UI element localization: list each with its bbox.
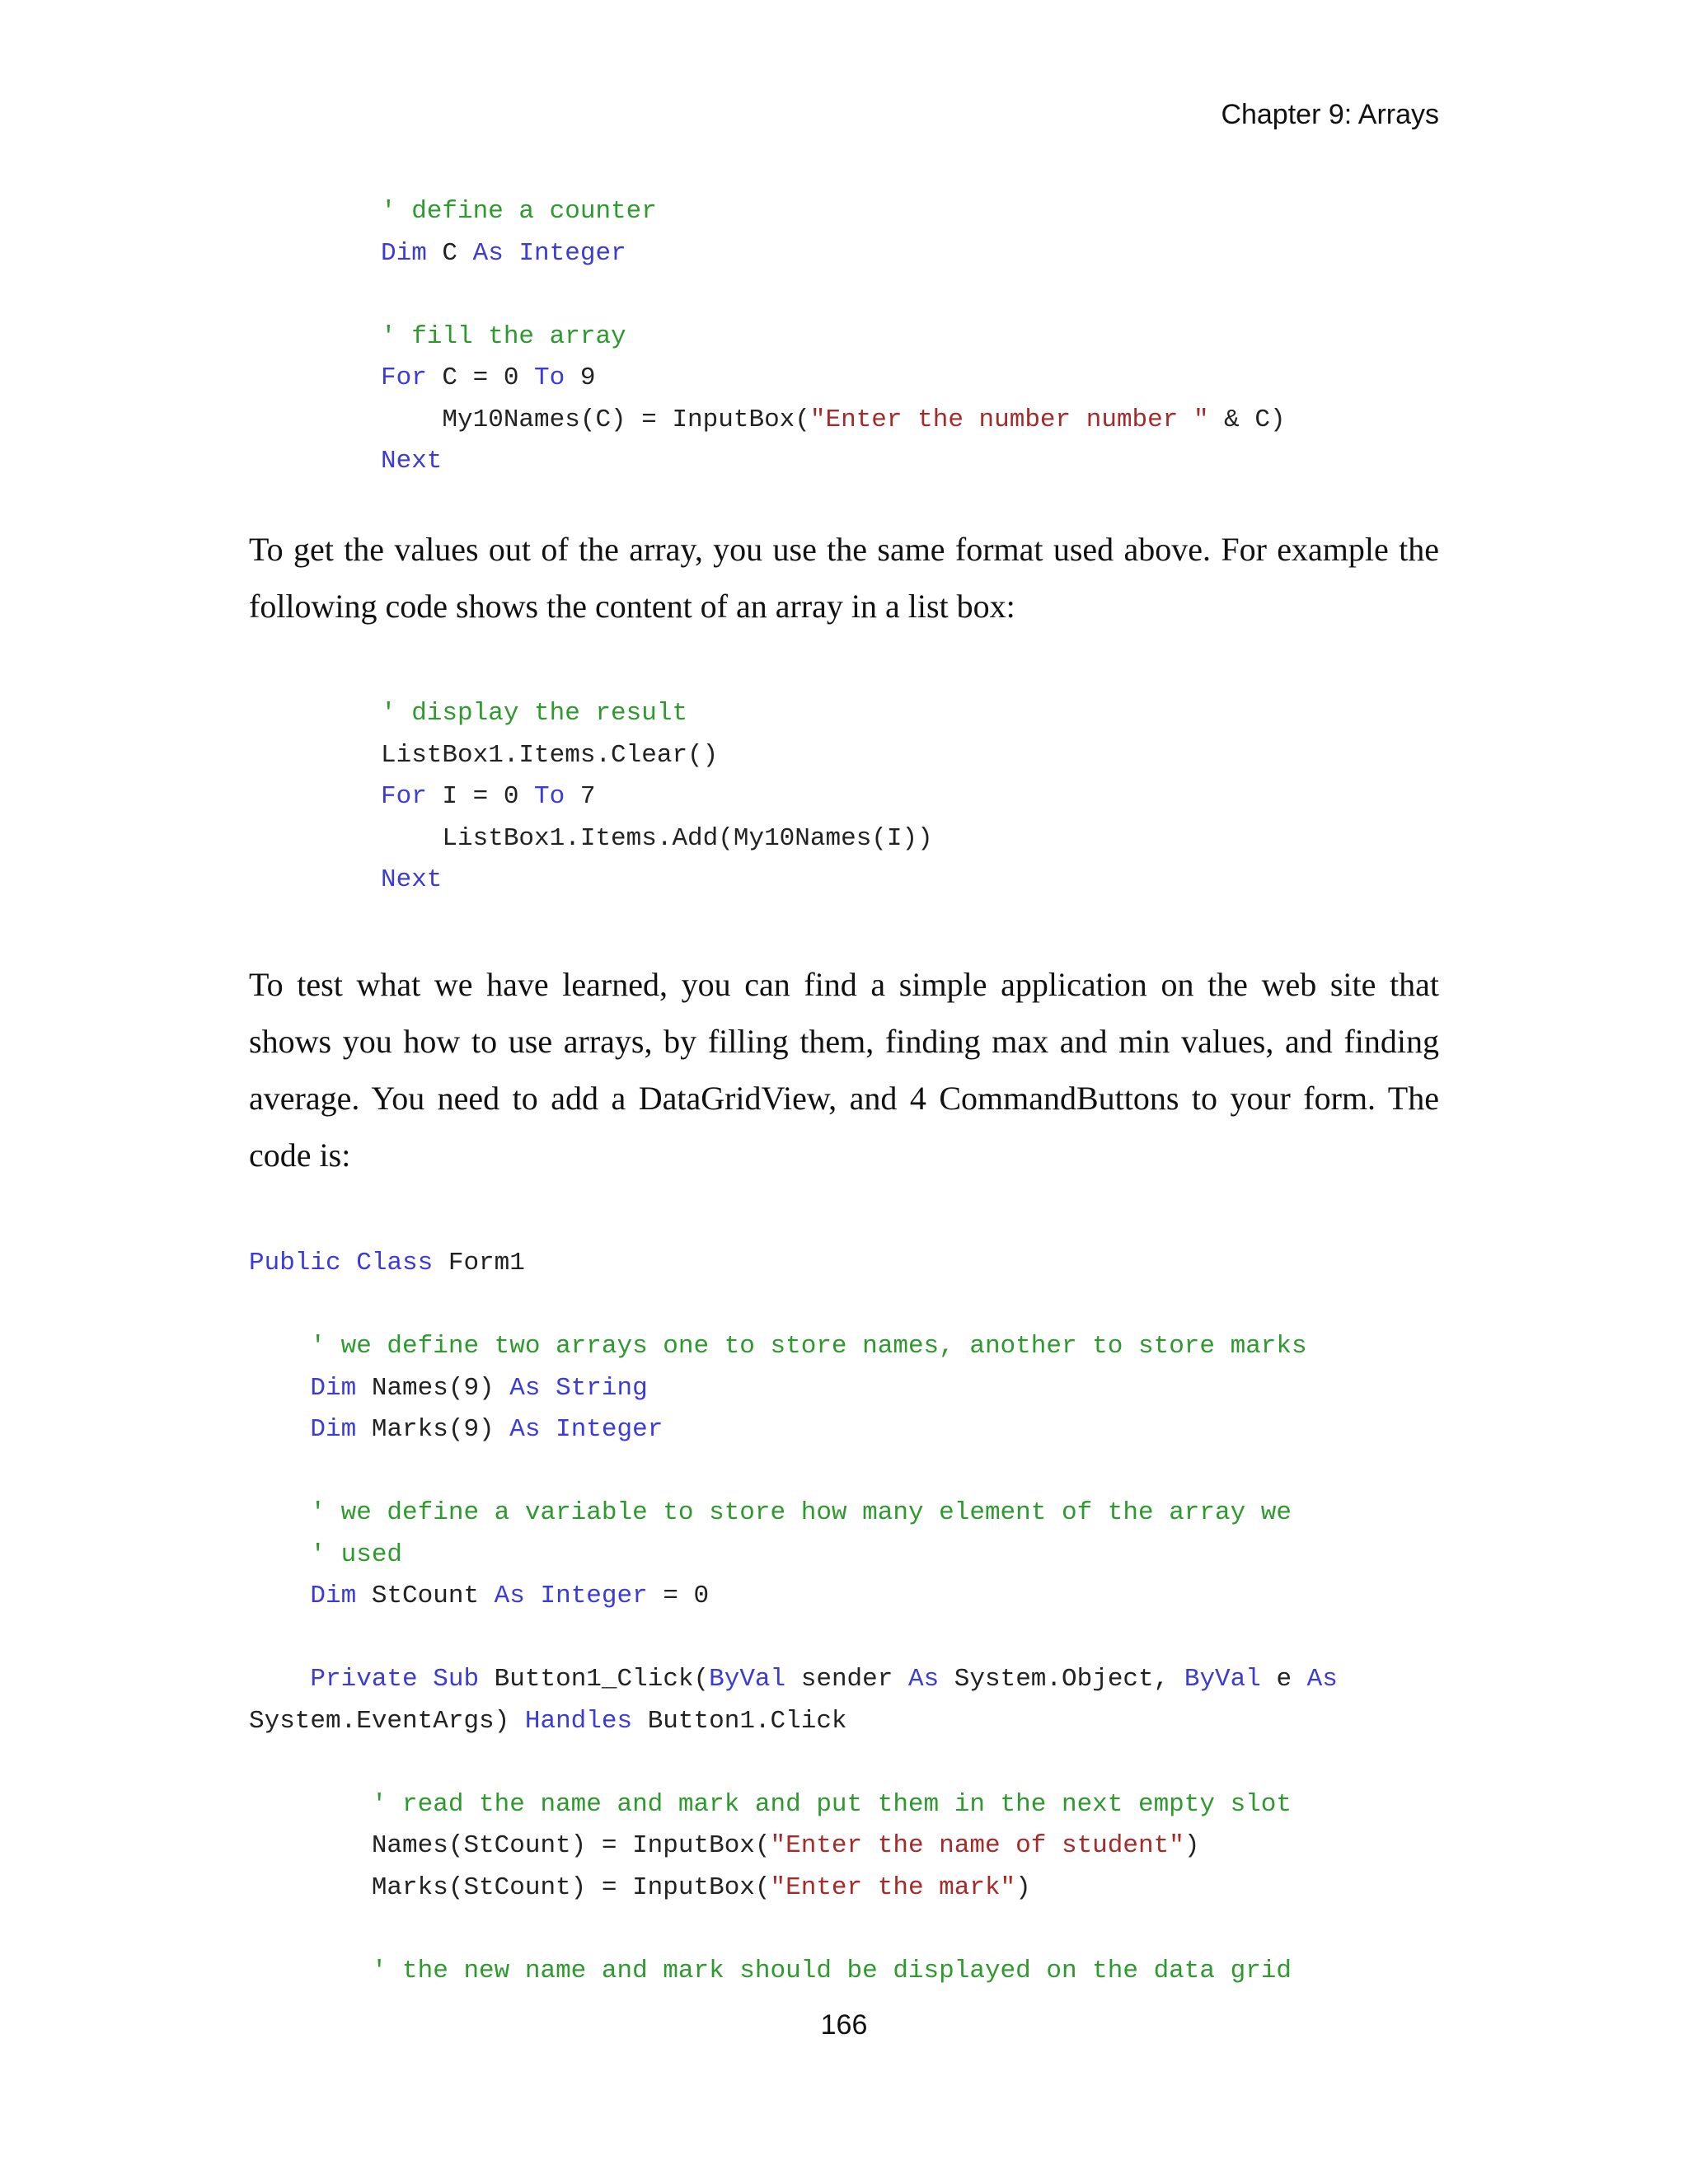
code-keyword: As: [509, 1373, 541, 1403]
code-text: ListBox1.Items.Clear(): [381, 740, 719, 770]
code-line: [381, 400, 1286, 442]
code-keyword: As: [509, 1415, 541, 1444]
code-text: 7: [565, 782, 596, 811]
code-line: [249, 1368, 1338, 1410]
code-text: System.EventArgs): [249, 1706, 525, 1736]
code-text: System.Object,: [939, 1665, 1184, 1694]
code-text: = 0: [647, 1582, 710, 1610]
code-text: [249, 1665, 310, 1694]
code-keyword: As: [494, 1582, 525, 1610]
code-blank-line: [249, 1451, 1338, 1493]
code-line: [381, 441, 1286, 483]
code-text: 9: [565, 363, 596, 392]
code-comment: ' we define a variable to store how many element of the array we: [310, 1498, 1292, 1527]
code-line: [381, 693, 933, 735]
code-keyword: As: [1306, 1665, 1338, 1694]
code-keyword: For: [381, 782, 427, 811]
code-block-form1-class: [249, 1243, 1338, 1992]
code-text: C: [426, 238, 473, 268]
code-text: [418, 1665, 434, 1694]
code-keyword: Dim: [310, 1582, 357, 1610]
code-keyword: Next: [381, 865, 443, 894]
code-keyword: Integer: [518, 238, 626, 268]
code-text: ): [1184, 1831, 1200, 1860]
code-text: [249, 1332, 310, 1361]
code-string: "Enter the number number ": [809, 405, 1209, 434]
body-paragraph: To get the values out of the array, you use the same format used above. For example the following code shows the content of an array in a list box:: [249, 531, 1439, 625]
code-text: Names(9): [356, 1373, 510, 1403]
code-line: [381, 860, 933, 902]
code-comment: ' read the name and mark and put them in the next empty slot: [371, 1789, 1292, 1819]
page-number: 166: [820, 2009, 868, 2041]
code-text: My10Names(C) = InputBox(: [381, 405, 810, 434]
code-keyword: ByVal: [709, 1665, 786, 1694]
code-text: sender: [785, 1665, 908, 1694]
code-text: [540, 1415, 556, 1444]
code-line: [249, 1409, 1338, 1451]
code-text: [249, 1498, 310, 1527]
code-text: [249, 1790, 372, 1819]
code-keyword: Sub: [433, 1665, 480, 1694]
code-keyword: Integer: [556, 1415, 663, 1444]
code-line: [381, 316, 1286, 359]
code-blank-line: [249, 1618, 1338, 1660]
code-text: Button1_Click(: [479, 1665, 710, 1694]
code-text: Marks(9): [356, 1415, 510, 1444]
code-text: [540, 1374, 556, 1403]
code-keyword: Dim: [381, 238, 427, 268]
code-keyword: Dim: [310, 1415, 357, 1444]
code-line: [249, 1701, 1338, 1743]
code-keyword: String: [556, 1373, 648, 1403]
code-line: [249, 1951, 1338, 1993]
code-blank-line: [249, 1909, 1338, 1951]
code-block-display-result: [381, 693, 933, 902]
code-keyword: As: [907, 1665, 940, 1694]
code-keyword: Handles: [524, 1706, 633, 1736]
code-line: [381, 735, 933, 777]
code-line: [249, 1535, 1338, 1577]
code-line: [249, 1659, 1338, 1701]
code-text: [249, 1415, 310, 1444]
code-line: [381, 233, 1286, 275]
code-keyword: Dim: [310, 1373, 357, 1403]
code-comment: ' display the result: [381, 699, 688, 728]
code-line: [381, 818, 933, 860]
code-text: & C): [1208, 405, 1286, 434]
code-text: Button1.Click: [632, 1706, 847, 1736]
code-text: I = 0: [426, 782, 535, 811]
code-text: Form1: [433, 1249, 525, 1277]
code-text: Marks(StCount) = InputBox(: [249, 1872, 771, 1902]
code-blank-line: [249, 1285, 1338, 1327]
code-text: ListBox1.Items.Add(My10Names(I)): [381, 823, 933, 853]
code-text: [249, 1540, 310, 1569]
code-text: e: [1260, 1665, 1307, 1694]
code-text: [504, 239, 519, 268]
code-text: [341, 1249, 357, 1277]
code-blank-line: [249, 1742, 1338, 1784]
code-text: [525, 1582, 541, 1610]
code-line: [249, 1576, 1338, 1618]
code-keyword: To: [534, 363, 565, 392]
code-text: StCount: [356, 1582, 495, 1610]
code-string: "Enter the mark": [770, 1872, 1016, 1902]
code-text: Names(StCount) = InputBox(: [249, 1831, 771, 1860]
code-line: [381, 358, 1286, 400]
code-text: [249, 1582, 310, 1610]
code-text: [249, 1957, 372, 1985]
code-text: [249, 1374, 310, 1403]
code-line: [249, 1326, 1338, 1368]
code-line: [381, 776, 933, 818]
code-line: [381, 191, 1286, 233]
code-keyword: Class: [356, 1249, 434, 1277]
code-comment: ' fill the array: [381, 321, 626, 351]
code-keyword: Next: [381, 447, 443, 476]
code-line: [249, 1868, 1338, 1910]
code-comment: ' define a counter: [381, 197, 657, 226]
code-comment: ' the new name and mark should be displayed on the data grid: [371, 1956, 1292, 1985]
code-comment: ' used: [310, 1540, 403, 1569]
code-keyword: Private: [310, 1665, 418, 1694]
code-keyword: ByVal: [1184, 1665, 1261, 1694]
code-keyword: Public: [249, 1249, 341, 1277]
code-line: [249, 1243, 1338, 1285]
code-line: [249, 1784, 1338, 1826]
code-string: "Enter the name of student": [770, 1831, 1184, 1860]
code-keyword: For: [381, 363, 427, 392]
code-blank-line: [381, 274, 1286, 316]
code-line: [249, 1493, 1338, 1535]
code-comment: ' we define two arrays one to store names, another to store marks: [310, 1332, 1307, 1361]
body-paragraph: To test what we have learned, you can find a simple application on the web site that shows you how to use arrays, by filling them, finding max and min values, and finding average. You need to add a DataGridView, and 4 CommandButtons to your form. The code is:: [249, 966, 1439, 1174]
code-keyword: To: [534, 782, 565, 811]
code-keyword: Integer: [540, 1582, 648, 1610]
code-block-fill-array: [381, 191, 1286, 483]
code-text: C = 0: [426, 363, 535, 392]
code-text: ): [1015, 1872, 1031, 1902]
code-line: [249, 1825, 1338, 1868]
code-keyword: As: [472, 238, 504, 268]
running-header: Chapter 9: Arrays: [1221, 99, 1439, 130]
